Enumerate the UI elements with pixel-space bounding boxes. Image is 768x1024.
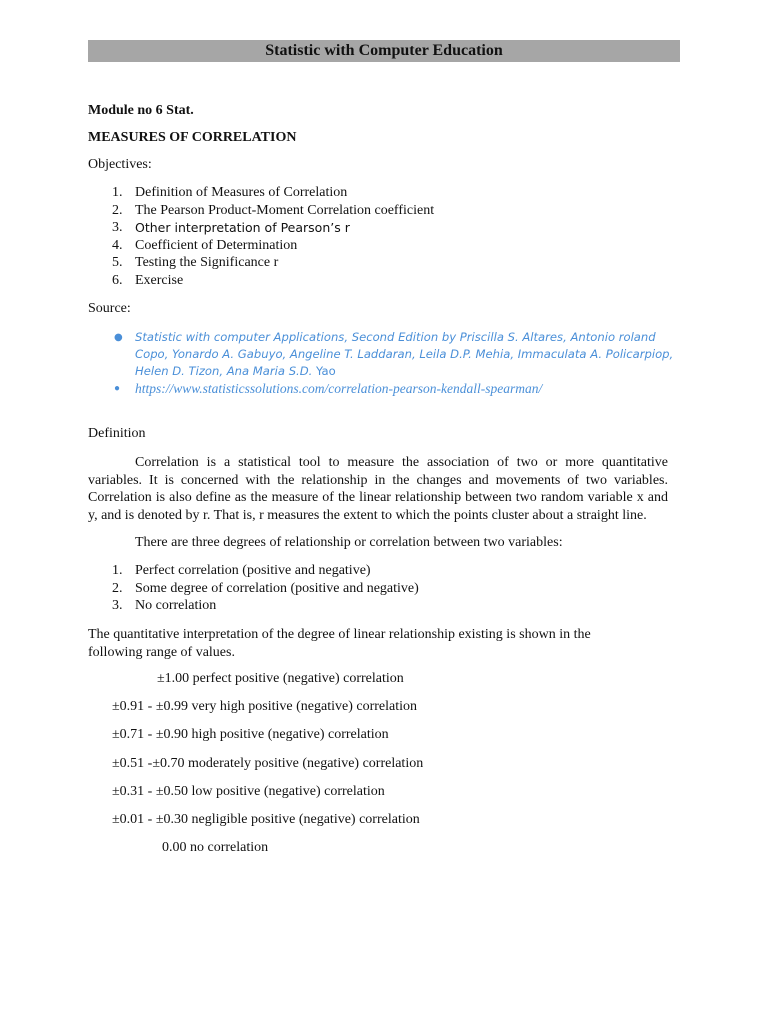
bullet-icon: ●: [114, 332, 123, 343]
module-heading: MEASURES OF CORRELATION: [88, 130, 297, 145]
source-link-text[interactable]: https://www.statisticssolutions.com/correlation-pearson-kendall-spearman/: [135, 381, 543, 396]
list-item: [112, 597, 419, 615]
range-item: ±0.51 -±0.70 moderately positive (negative) correlation: [112, 756, 424, 771]
definition-paragraph: [88, 454, 668, 524]
list-number: 2.: [112, 580, 123, 596]
list-item: [112, 562, 419, 580]
list-item: [112, 219, 434, 237]
list-number: 1.: [112, 563, 123, 578]
objectives-list: [112, 184, 435, 290]
list-number: 2.: [112, 202, 123, 218]
list-item-text: Other interpretation of Pearson’s r: [135, 220, 350, 236]
source-citation-text: Statistic with computer Applications, Second Edition by Priscilla S. Altares, Antonio roland Copo, Yonardo A. Gabuyo, Angeline T. Laddaran, Leila D.P. Mehia, Immaculata A. Policarpiop, Helen D. Tizon, Ana Maria S.D.: [135, 330, 674, 378]
list-item: [112, 272, 434, 290]
list-number: 6.: [112, 272, 123, 288]
list-item-text: Exercise: [135, 272, 184, 288]
definition-label: Definition: [88, 426, 146, 441]
list-item: [112, 184, 434, 202]
list-number: 1.: [112, 185, 123, 200]
list-item: [112, 237, 434, 255]
range-item: ±0.71 - ±0.90 high positive (negative) correlation: [112, 727, 389, 742]
document-title-bar: [88, 40, 680, 62]
list-number: 3.: [112, 220, 123, 236]
range-item: 0.00 no correlation: [162, 840, 269, 855]
list-item-text: The Pearson Product-Moment Correlation coefficient: [135, 202, 435, 218]
range-item: ±0.01 - ±0.30 negligible positive (negative) correlation: [112, 812, 420, 827]
degrees-list: [112, 562, 419, 615]
interpretation-intro: The quantitative interpretation of the degree of linear relationship existing is shown in the following range of values.: [88, 627, 591, 660]
list-number: 4.: [112, 237, 123, 253]
list-item-text: Perfect correlation (positive and negative): [135, 563, 371, 578]
list-item-text: Some degree of correlation (positive and negative): [135, 580, 419, 596]
objectives-label: Objectives:: [88, 157, 152, 172]
list-item: [112, 580, 419, 598]
source-citation-tail: Yao: [316, 364, 336, 378]
range-item: ±1.00 perfect positive (negative) correlation: [157, 671, 404, 686]
definition-paragraph-text: Correlation is a statistical tool to measure the association of two or more quantitative variables. It is concerned with the relationship in the changes and movements of two variables. Correlation is also define as the measure of the linear relationship between two random variable x and y, and is denoted by r. That is, r measures the extent to which the points cluster about a straight line.: [88, 455, 668, 523]
list-item-text: No correlation: [135, 598, 217, 614]
document-title: Statistic with Computer Education: [265, 42, 503, 59]
list-item: [112, 202, 435, 220]
list-number: 3.: [112, 598, 123, 614]
range-item: ±0.91 - ±0.99 very high positive (negative) correlation: [112, 699, 418, 714]
source-citation: [113, 329, 683, 380]
list-number: 5.: [112, 255, 123, 271]
degrees-intro: There are three degrees of relationship or correlation between two variables:: [135, 535, 563, 550]
list-item-text: Coefficient of Determination: [135, 237, 298, 253]
list-item: [112, 254, 434, 272]
list-item-text: Definition of Measures of Correlation: [135, 185, 348, 200]
module-label: Module no 6 Stat.: [88, 103, 194, 118]
bullet-icon: ●: [114, 383, 121, 394]
source-link[interactable]: [113, 380, 683, 397]
source-label: Source:: [88, 301, 131, 316]
source-list: [113, 329, 683, 397]
list-item-text: Testing the Significance r: [135, 255, 279, 271]
range-item: ±0.31 - ±0.50 low positive (negative) correlation: [112, 784, 385, 799]
